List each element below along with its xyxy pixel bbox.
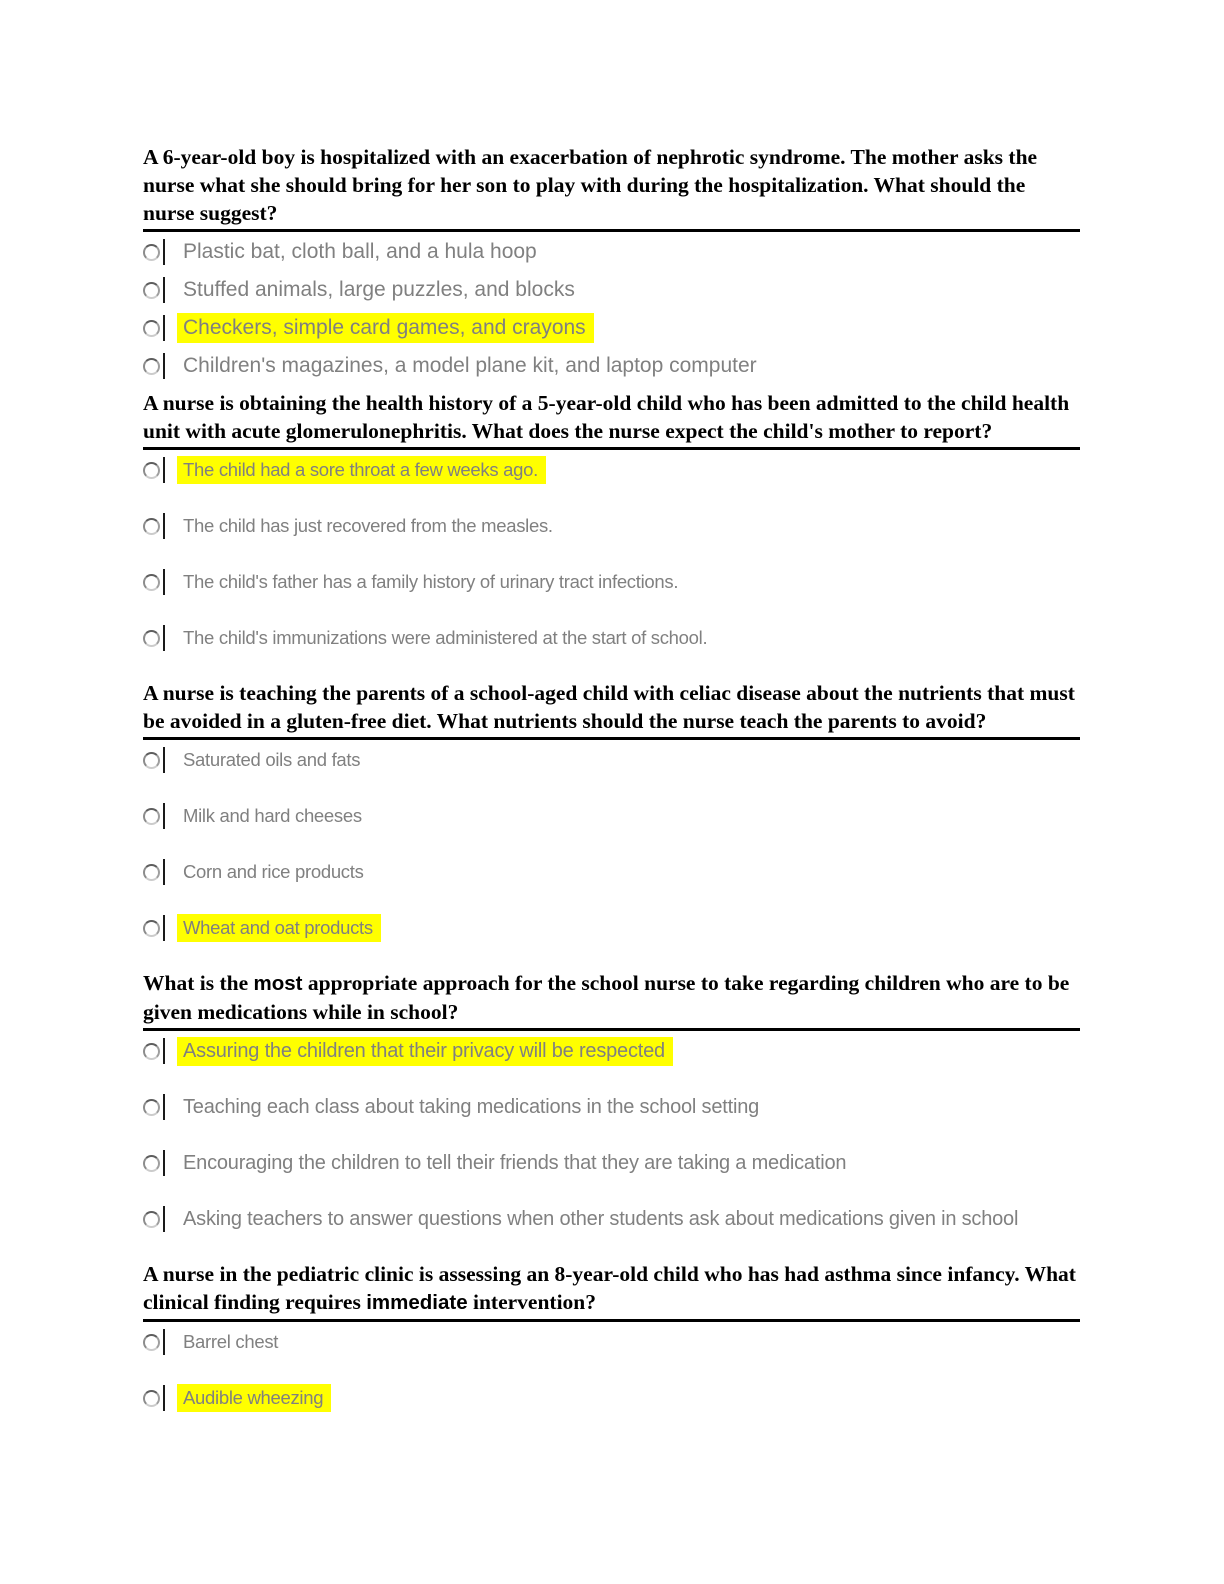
- radio-button-icon[interactable]: [143, 803, 183, 829]
- answer-option[interactable]: [143, 623, 1080, 655]
- answer-option-label: The child had a sore throat a few weeks ago.: [177, 456, 546, 484]
- radio-caret-bar-icon: [163, 457, 165, 483]
- answer-option-label: Children's magazines, a model plane kit, and laptop computer: [183, 354, 757, 377]
- radio-button-icon[interactable]: [143, 625, 183, 651]
- radio-button-icon[interactable]: [143, 277, 183, 303]
- radio-circle-icon: [143, 1043, 160, 1060]
- radio-button-icon[interactable]: [143, 239, 183, 265]
- answer-option[interactable]: [143, 1204, 1080, 1236]
- radio-circle-icon: [143, 864, 160, 881]
- option-list: [143, 740, 1080, 945]
- radio-caret-bar-icon: [163, 353, 165, 379]
- answer-option-label: Audible wheezing: [177, 1384, 331, 1412]
- answer-option-label: Asking teachers to answer questions when other students ask about medications given in school: [183, 1208, 1019, 1230]
- answer-option-label: The child has just recovered from the measles.: [183, 515, 553, 536]
- radio-circle-icon: [143, 244, 160, 261]
- radio-button-icon[interactable]: [143, 1094, 183, 1120]
- answer-option[interactable]: [143, 237, 1080, 269]
- radio-button-icon[interactable]: [143, 513, 183, 539]
- radio-caret-bar-icon: [163, 1329, 165, 1355]
- radio-circle-icon: [143, 462, 160, 479]
- question-block: [143, 1260, 1080, 1415]
- question-text: [143, 679, 1080, 740]
- answer-option-label: Saturated oils and fats: [183, 749, 361, 770]
- answer-option[interactable]: [143, 351, 1080, 383]
- question-list: [143, 143, 1080, 1415]
- answer-option-label: Corn and rice products: [183, 861, 364, 882]
- radio-caret-bar-icon: [163, 1206, 165, 1232]
- radio-circle-icon: [143, 808, 160, 825]
- answer-option-label: Stuffed animals, large puzzles, and blocks: [183, 278, 575, 301]
- radio-caret-bar-icon: [163, 747, 165, 773]
- radio-circle-icon: [143, 518, 160, 535]
- question-segment: intervention?: [467, 1290, 597, 1314]
- answer-option[interactable]: [143, 511, 1080, 543]
- radio-circle-icon: [143, 282, 160, 299]
- answer-option[interactable]: [143, 313, 1080, 345]
- answer-option-label: Encouraging the children to tell their friends that they are taking a medication: [183, 1152, 847, 1174]
- radio-circle-icon: [143, 1334, 160, 1351]
- answer-option[interactable]: [143, 801, 1080, 833]
- answer-option-label: The child's immunizations were administered at the start of school.: [183, 627, 708, 648]
- question-segment: appropriate approach for the school nurse to take regarding children who are to be given medications while in school?: [143, 971, 1070, 1024]
- answer-option[interactable]: [143, 1092, 1080, 1124]
- answer-option-label: Milk and hard cheeses: [183, 805, 362, 826]
- answer-option[interactable]: [143, 1036, 1080, 1068]
- answer-option-label: Teaching each class about taking medications in the school setting: [183, 1096, 760, 1118]
- answer-option[interactable]: [143, 275, 1080, 307]
- option-list: [143, 450, 1080, 655]
- answer-option[interactable]: [143, 1327, 1080, 1359]
- question-block: [143, 143, 1080, 383]
- radio-caret-bar-icon: [163, 1094, 165, 1120]
- question-text: [143, 143, 1080, 232]
- radio-caret-bar-icon: [163, 239, 165, 265]
- answer-option[interactable]: [143, 567, 1080, 599]
- radio-caret-bar-icon: [163, 1150, 165, 1176]
- question-segment: A nurse is obtaining the health history of a 5-year-old child who has been admitted to the child health unit with acute glomerulonephritis. What does the nurse expect the child's mother to report?: [143, 391, 1070, 443]
- radio-circle-icon: [143, 1155, 160, 1172]
- answer-option[interactable]: [143, 1148, 1080, 1180]
- radio-circle-icon: [143, 1390, 160, 1407]
- radio-button-icon[interactable]: [143, 353, 183, 379]
- question-block: [143, 969, 1080, 1236]
- radio-circle-icon: [143, 752, 160, 769]
- radio-circle-icon: [143, 574, 160, 591]
- question-segment: What is the: [143, 971, 254, 995]
- radio-caret-bar-icon: [163, 513, 165, 539]
- question-text: [143, 389, 1080, 450]
- radio-caret-bar-icon: [163, 315, 165, 341]
- question-emphasis: most: [253, 972, 303, 995]
- answer-option-label: Assuring the children that their privacy will be respected: [177, 1037, 673, 1066]
- radio-button-icon[interactable]: [143, 859, 183, 885]
- answer-option-label: The child's father has a family history of urinary tract infections.: [183, 571, 679, 592]
- radio-button-icon[interactable]: [143, 1206, 183, 1232]
- radio-button-icon[interactable]: [143, 569, 183, 595]
- radio-caret-bar-icon: [163, 803, 165, 829]
- option-list: [143, 232, 1080, 383]
- answer-option-label: Plastic bat, cloth ball, and a hula hoop: [183, 240, 537, 263]
- question-emphasis: immediate: [366, 1291, 468, 1314]
- radio-caret-bar-icon: [163, 859, 165, 885]
- question-text: [143, 1260, 1080, 1322]
- answer-option[interactable]: [143, 857, 1080, 889]
- answer-option-label: Wheat and oat products: [177, 914, 381, 942]
- radio-caret-bar-icon: [163, 1385, 165, 1411]
- radio-circle-icon: [143, 1211, 160, 1228]
- radio-circle-icon: [143, 920, 160, 937]
- question-segment: A nurse in the pediatric clinic is assessing an 8-year-old child who has had asthma since infancy. What clinical finding requires: [143, 1262, 1076, 1314]
- radio-caret-bar-icon: [163, 277, 165, 303]
- question-text: [143, 969, 1080, 1031]
- answer-option[interactable]: [143, 913, 1080, 945]
- radio-caret-bar-icon: [163, 625, 165, 651]
- radio-button-icon[interactable]: [143, 315, 183, 341]
- radio-caret-bar-icon: [163, 569, 165, 595]
- radio-button-icon[interactable]: [143, 915, 183, 941]
- answer-option-label: Barrel chest: [183, 1331, 279, 1352]
- radio-caret-bar-icon: [163, 1038, 165, 1064]
- radio-button-icon[interactable]: [143, 747, 183, 773]
- answer-option[interactable]: [143, 1383, 1080, 1415]
- question-block: [143, 389, 1080, 655]
- question-block: [143, 679, 1080, 945]
- radio-button-icon[interactable]: [143, 1038, 183, 1064]
- radio-button-icon[interactable]: [143, 1329, 183, 1355]
- radio-circle-icon: [143, 358, 160, 375]
- option-list: [143, 1322, 1080, 1415]
- question-segment: A 6-year-old boy is hospitalized with an exacerbation of nephrotic syndrome. The mother asks the nurse what she should bring for her son to play with during the hospitalization. What should the nurse suggest?: [143, 145, 1038, 225]
- answer-option-label: Checkers, simple card games, and crayons: [177, 313, 594, 343]
- question-segment: A nurse is teaching the parents of a school-aged child with celiac disease about the nutrients that must be avoided in a gluten-free diet. What nutrients should the nurse teach the parents to avoid?: [143, 681, 1075, 733]
- option-list: [143, 1031, 1080, 1236]
- answer-option[interactable]: [143, 745, 1080, 777]
- radio-circle-icon: [143, 630, 160, 647]
- radio-circle-icon: [143, 1099, 160, 1116]
- radio-button-icon[interactable]: [143, 457, 183, 483]
- radio-circle-icon: [143, 320, 160, 337]
- answer-option[interactable]: [143, 455, 1080, 487]
- radio-button-icon[interactable]: [143, 1385, 183, 1411]
- radio-caret-bar-icon: [163, 915, 165, 941]
- radio-button-icon[interactable]: [143, 1150, 183, 1176]
